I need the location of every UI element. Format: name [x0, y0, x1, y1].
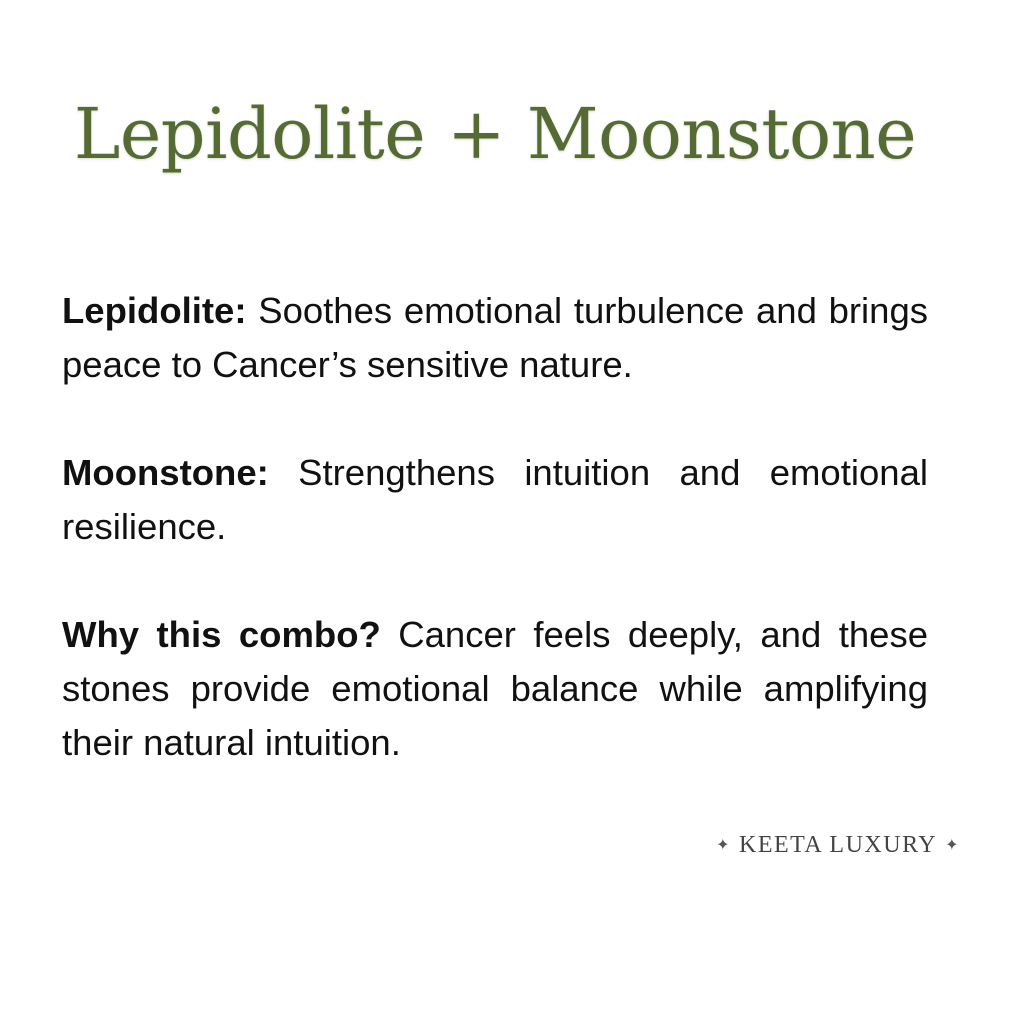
paragraph-label: Moonstone:: [62, 452, 269, 493]
paragraph-text: Soothes emotional turbulence and brings peace to Cancer’s sensitive nature.: [62, 290, 928, 385]
paragraph-label: Lepidolite:: [62, 290, 247, 331]
paragraph-label: Why this combo?: [62, 614, 381, 655]
brand-name: KEETA LUXURY: [739, 832, 938, 858]
paragraph-text: Strengthens intuition and emotional resilience.: [62, 452, 928, 547]
four-point-star-icon: ✦: [945, 837, 960, 854]
page-title: Lepidolite + Moonstone: [73, 93, 917, 175]
brand-signature: [716, 832, 960, 859]
four-point-star-icon: ✦: [716, 837, 732, 854]
paragraph-moonstone: [62, 446, 928, 554]
paragraph-text: Cancer feels deeply, and these stones provide emotional balance while amplifying their natural intuition.: [62, 614, 928, 763]
paragraph-why-this-combo: [62, 608, 928, 770]
paragraph-lepidolite: [62, 284, 928, 392]
